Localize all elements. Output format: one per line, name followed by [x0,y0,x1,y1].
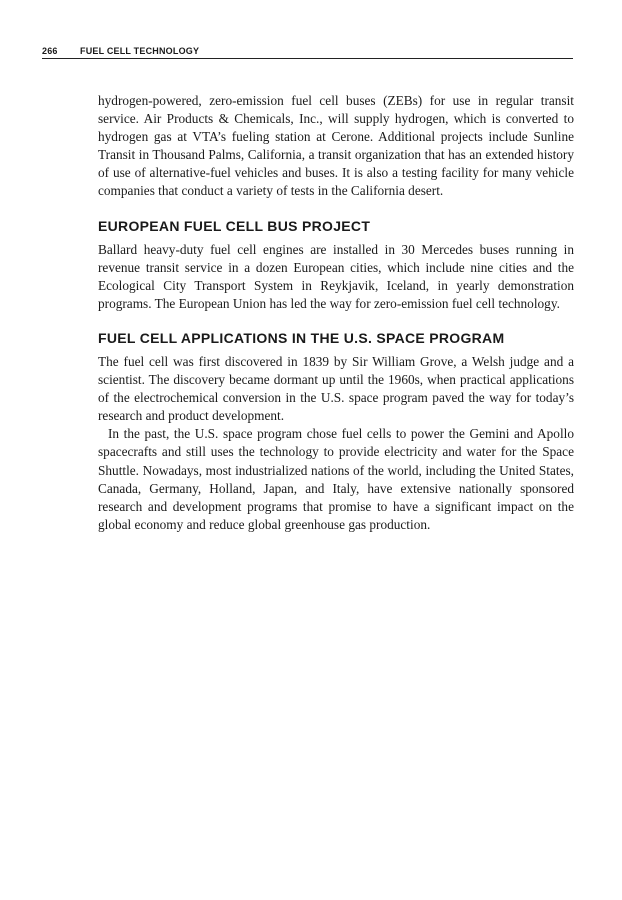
section-heading-space-program: FUEL CELL APPLICATIONS IN THE U.S. SPACE PROGRAM [98,329,505,346]
page-body [98,92,574,534]
space-program-paragraph-2: In the past, the U.S. space program chose fuel cells to power the Gemini and Apollo spacecrafts and still uses the technology to provide electricity and water for the Space Shuttle. Nowadays, most industrialized nations of the world, including the United States, Canada, Germany, Holland, Japan, and Italy, have extensive nationally sponsored research and development programs that promise to have a significant impact on the global economy and reduce global greenhouse gas production. [98,426,574,532]
running-header [42,44,573,59]
page-number: 266 [42,46,58,56]
intro-paragraph: hydrogen-powered, zero-emission fuel cell buses (ZEBs) for use in regular transit service. Air Products & Chemicals, Inc., will supply hydrogen, which is converted to hydrogen gas at VTA’s fueling station at Cerone. Additional projects include Sunline Transit in Thousand Palms, California, a transit organization that has an extended history of use of alternative-fuel vehicles and buses. It is also a testing facility for many vehicle companies that conduct a variety of tests in the California desert. [98,93,574,199]
running-title: FUEL CELL TECHNOLOGY [80,46,200,56]
space-program-paragraph-1: The fuel cell was first discovered in 1839 by Sir William Grove, a Welsh judge and a scientist. The discovery became dormant up until the 1960s, when practical applications of the electrochemical conversion in the U.S. space program paved the way for today’s research and product development. [98,353,574,424]
section-heading-european-bus: EUROPEAN FUEL CELL BUS PROJECT [98,217,371,234]
european-bus-paragraph: Ballard heavy-duty fuel cell engines are installed in 30 Mercedes buses running in revenue transit service in a dozen European cities, which include nine cities and the Ecological City Transport System in Reykjavik, Iceland, in yearly demonstration programs. The European Union has led the way for zero-emission fuel cell technology. [98,241,574,311]
